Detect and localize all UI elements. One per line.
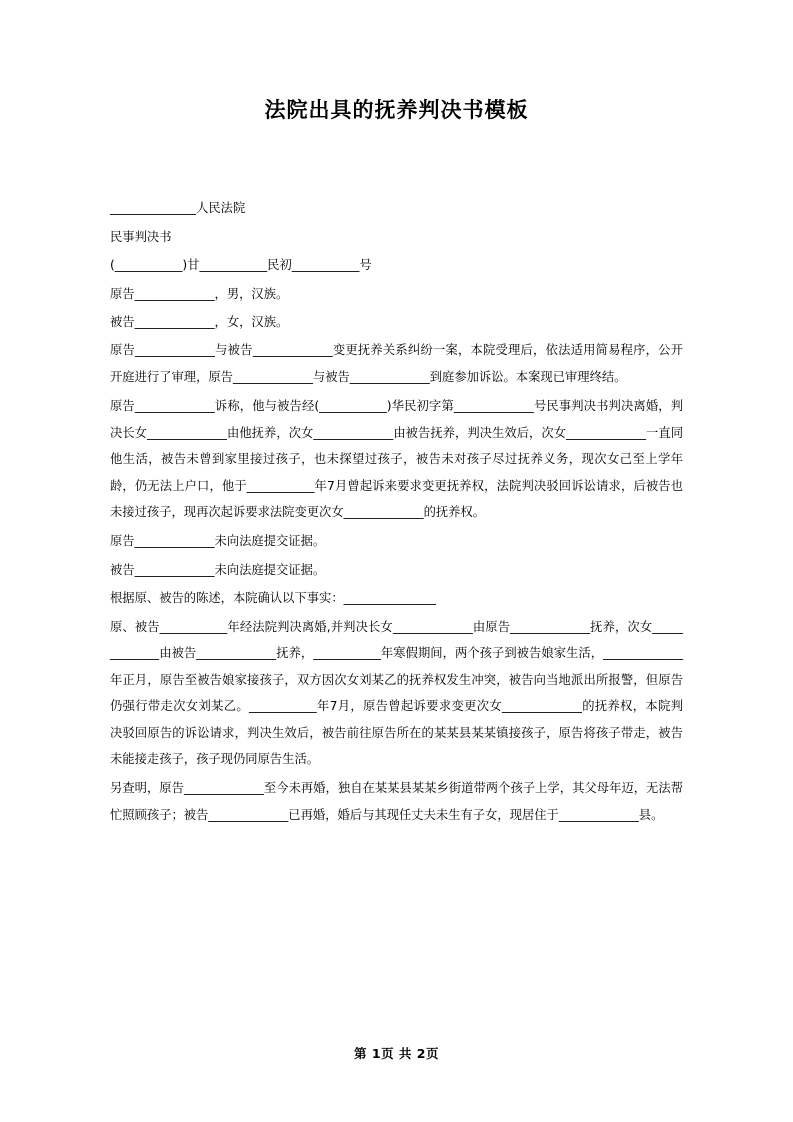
paragraph-additional-findings: 另查明，原告_____________至今未再婚，独自在某某县某某乡街道带两个孩子上学，其父母年迈，无法帮忙照顾孩子；被告_____________已再婚，婚后与其现任丈夫未生有子女，现居住于_____________县。 (110, 781, 683, 822)
page-title: 法院出具的抚养判决书模板 (264, 98, 529, 122)
paragraph-case-number: (___________)甘___________民初___________号 (110, 258, 372, 273)
paragraph-case-summary: 原告_____________与被告_____________变更抚养关系纠纷一案，本院受理后，依法适用简易程序，公开开庭进行了审理，原告_____________与被告_____________到庭参加诉讼。本案现已审理终结。 (110, 343, 683, 384)
paragraph-defendant-info: 被告_____________，女，汉族。 (110, 314, 289, 329)
paragraph-confirmed-facts-intro: 根据原、被告的陈述，本院确认以下事实：_______________ (110, 591, 436, 606)
page-footer: 第 1页 共 2页 (354, 1046, 439, 1061)
document-body (110, 123, 683, 828)
paragraph-defendant-evidence: 被告_____________未向法庭提交证据。 (110, 562, 326, 577)
paragraph-plaintiff-claim: 原告_____________诉称，他与被告经(___________)华民初字第_____________号民事判决书判决离婚，判决长女_____________由他抚养，次女_____________由被告抚养，判决生效后，次女_____________一直同他生活，被告未曾到家里接过孩子，也未探望过孩子，被告未对孩子尽过抚养义务，现次女己至上学年龄，仍无法上户口，他于___________年7月曾起诉来要求变更抚养权，法院判决驳回诉讼请求，后被告也未接过孩子，现再次起诉要求法院变更次女_____________的抚养权。 (110, 399, 683, 519)
paragraph-court-name: ______________人民法院 (110, 201, 246, 216)
paragraph-plaintiff-info: 原告_____________，男，汉族。 (110, 286, 289, 301)
paragraph-plaintiff-evidence: 原告_____________未向法庭提交证据。 (110, 534, 326, 549)
paragraph-facts-detail: 原、被告___________年经法院判决离婚,并判决长女_____________由原告_____________抚养，次女_____________由被告_____________抚养，___________年寒假期间，两个孩子到被告娘家生活，_____________年正月，原告至被告娘家接孩子，双方因次女刘某乙的抚养权发生冲突，被告向当地派出所报警，但原告仍强行带走次女刘某乙。___________年7月，原告曾起诉要求变更次女_____________的抚养权，本院判决驳回原告的诉讼请求，判决生效后，被告前往原告所在的某某县某某镇接孩子，原告将孩子带走，被告未能接走孩子，孩子现仍同原告生活。 (110, 619, 683, 766)
paragraph-doc-type: 民事判决书 (110, 229, 172, 244)
